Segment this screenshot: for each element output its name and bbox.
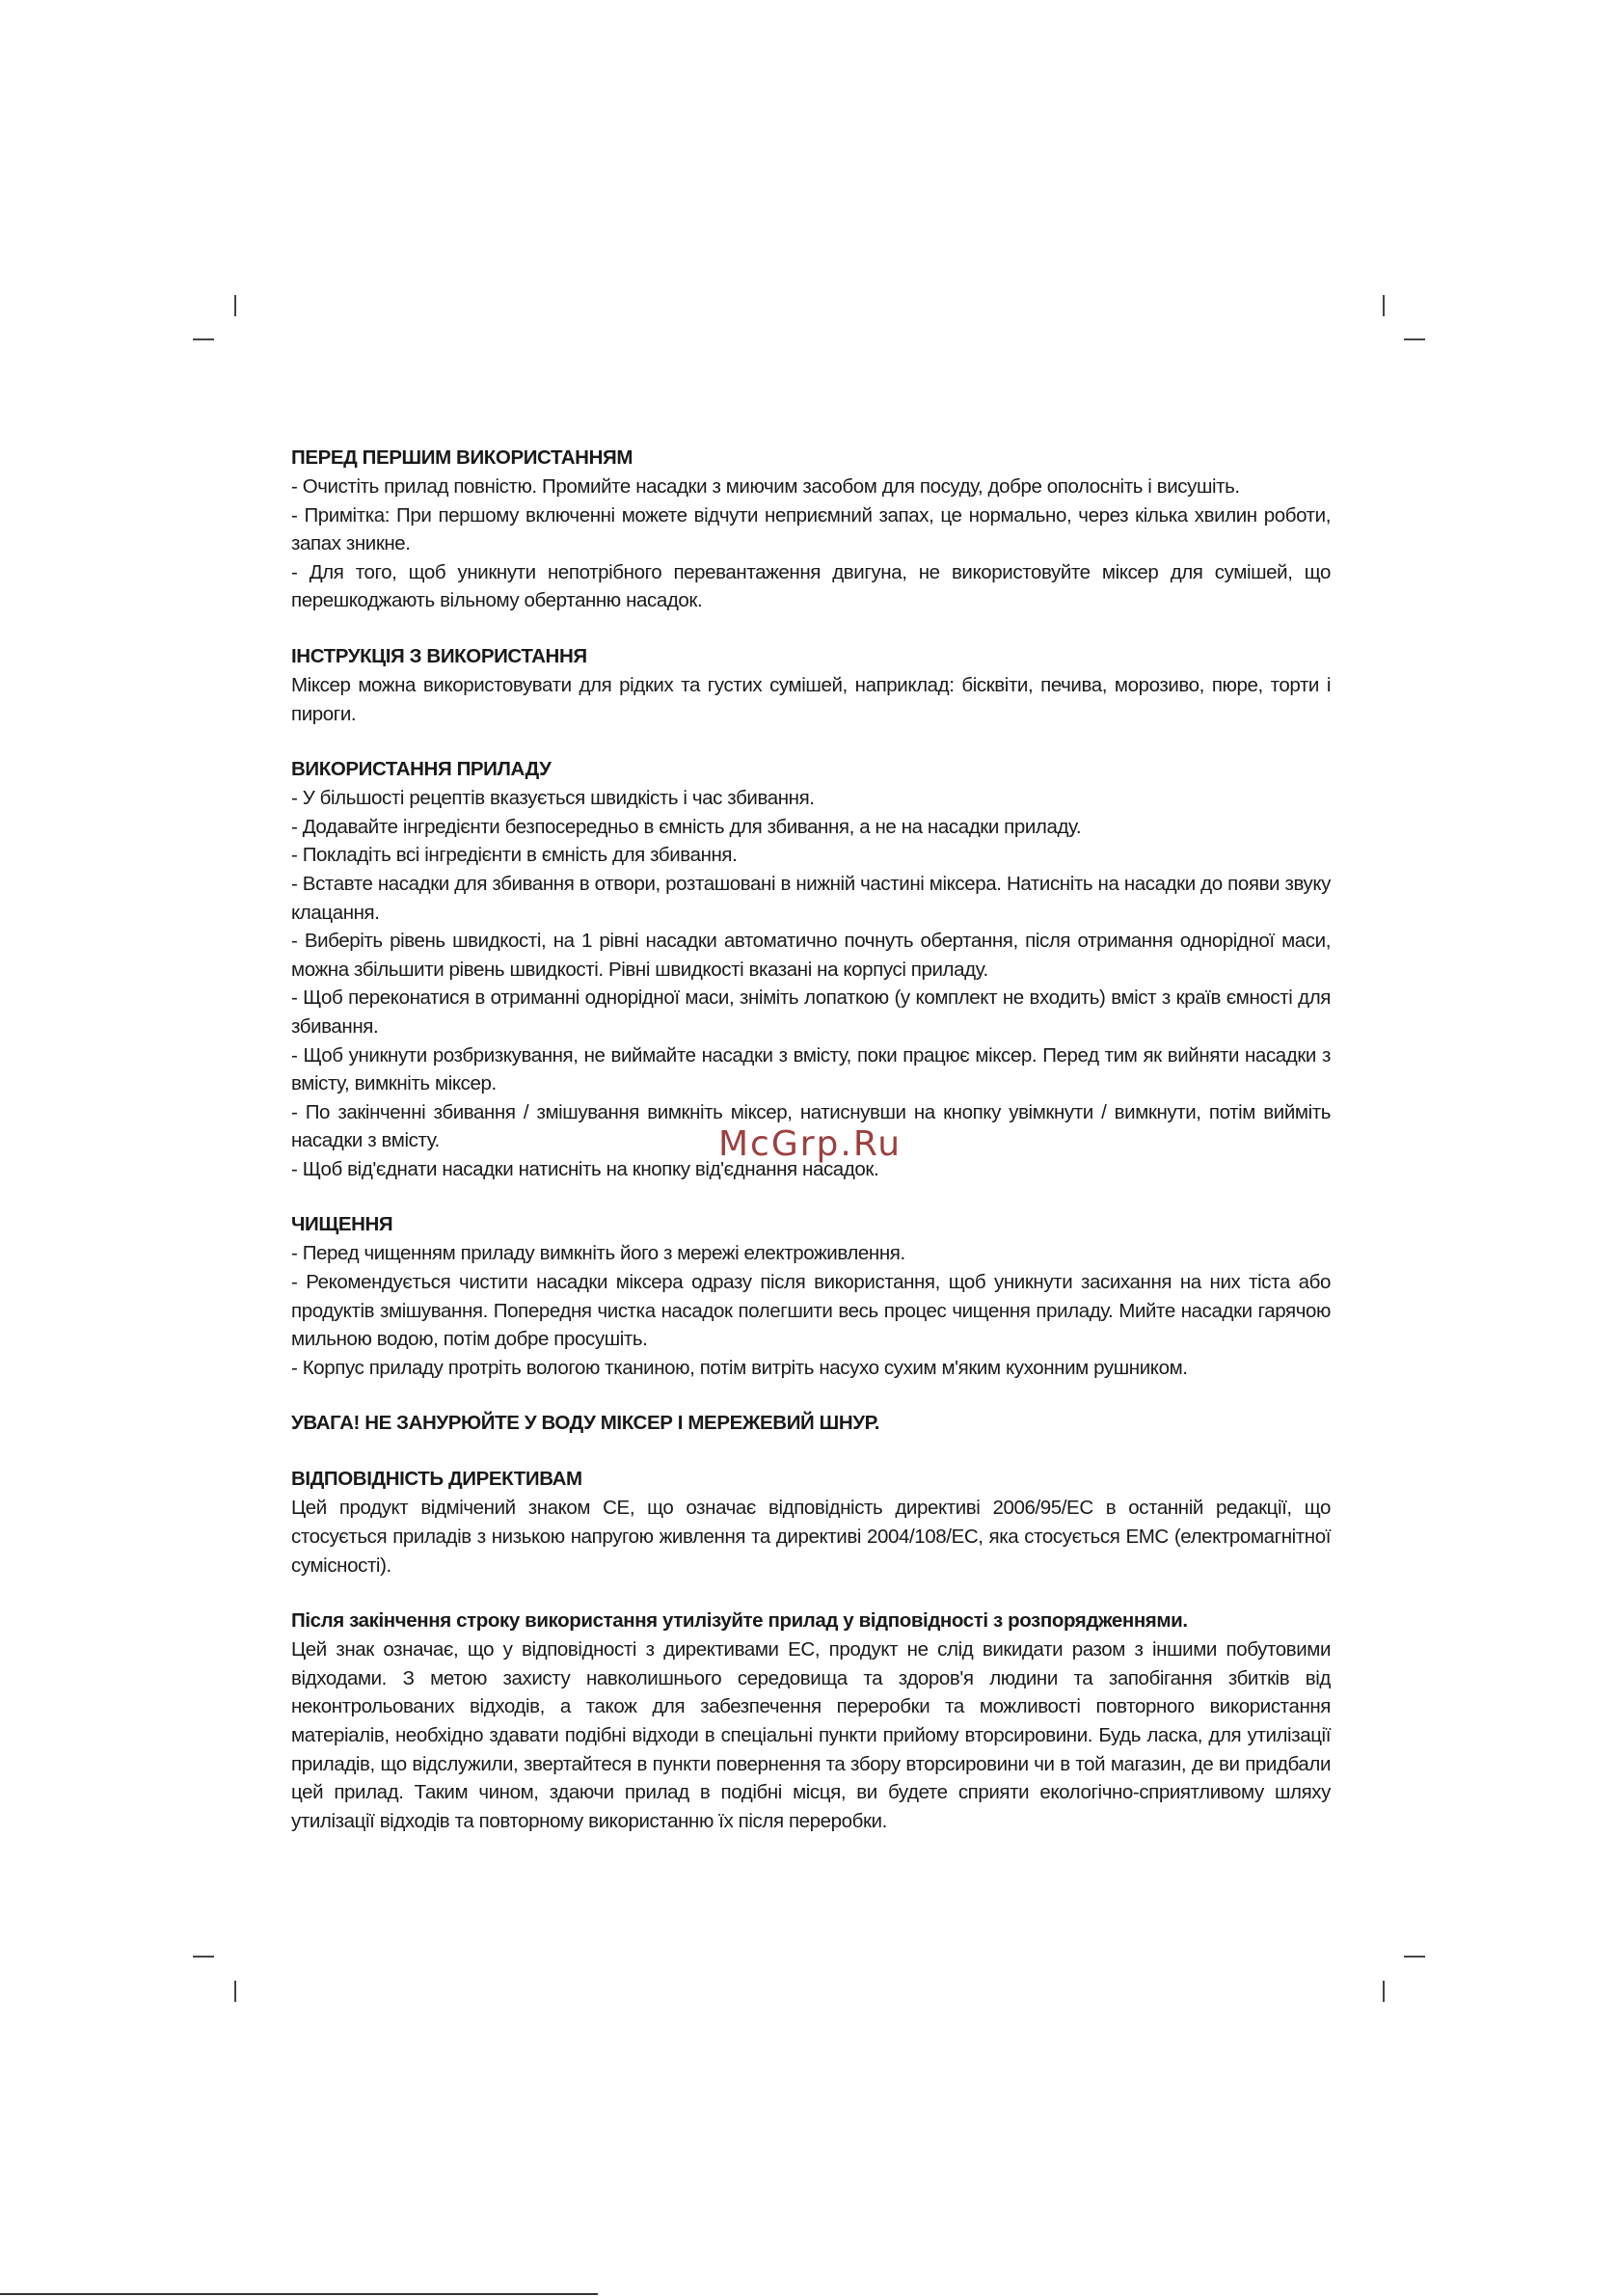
crop-mark-bottom-left-horizontal [193, 1956, 214, 1958]
paragraph: - Перед чищенням приладу вимкніть його з мережі електроживлення. [291, 1242, 905, 1265]
paragraph: Міксер можна використовувати для рідких та густих сумішей, наприклад: бісквіти, печива, морозиво, пюре, торти і пироги. [291, 673, 1331, 725]
paragraph: - Для того, щоб уникнути непотрібного перевантаження двигуна, не використовуйте міксер для сумішей, що перешкоджають вільному обертанню насадок. [291, 560, 1331, 612]
crop-mark-top-right-horizontal [1404, 338, 1425, 340]
section-heading: ВИКОРИСТАННЯ ПРИЛАДУ [291, 758, 552, 781]
paragraph: - У більшості рецептів вказується швидкість і час збивання. [291, 787, 815, 810]
section-disposal [291, 1607, 1331, 1835]
paragraph: - Покладіть всі інгредієнти в ємність для збивання. [291, 844, 738, 867]
crop-mark-bottom-right-vertical [1383, 1981, 1385, 2002]
paragraph: - Щоб від'єднати насадки натисніть на кнопку від'єднання насадок. [291, 1157, 879, 1180]
paragraph: - Щоб переконатися в отриманні однорідної маси, зніміть лопаткою (у комплект не входить) вміст з країв ємності для збивання. [291, 986, 1331, 1038]
watermark: McGrp.Ru [718, 1124, 903, 1164]
paragraph: - По закінченні збивання / змішування вимкніть міксер, натиснувши на кнопку увімкнути / вимкнути, потім вийміть насадки з вмісту. [291, 1100, 1331, 1152]
paragraph: - Виберіть рівень швидкості, на 1 рівні насадки автоматично почнуть обертання, після отримання однорідної маси, можна збільшити рівень швидкості. Рівні швидкості вказані на корпусі приладу. [291, 930, 1331, 981]
crop-mark-top-left-vertical [234, 295, 236, 316]
paragraph: - Примітка: При першому включенні можете відчути неприємний запах, це нормально, через кілька хвилин роботи, запах зникне. [291, 503, 1331, 555]
paragraph: Цей продукт відмічений знаком СЕ, що означає відповідність директиві 2006/95/ЕС в останній редакції, що стосується приладів з низькою напругою живлення та директиві 2004/108/ЕС, яка стосується ЕМС (електромагнітної сумісності). [291, 1497, 1331, 1577]
section-compliance [291, 1465, 1331, 1580]
section-heading: ПЕРЕД ПЕРШИМ ВИКОРИСТАННЯМ [291, 446, 633, 469]
paragraph: - Рекомендується чистити насадки міксера одразу після використання, щоб уникнути засихання на них тіста або продуктів змішування. Попередня чистка насадок полегшити весь процес чищення приладу. Мийте насадки гарячою мильною водою, потім добре просушіть. [291, 1271, 1331, 1351]
section-heading: ЧИЩЕННЯ [291, 1213, 393, 1236]
paragraph: - Додавайте інгредієнти безпосередньо в ємність для збивання, а не на насадки приладу. [291, 815, 1082, 838]
crop-mark-top-right-vertical [1383, 295, 1385, 316]
paragraph: - Вставте насадки для збивання в отвори, розташовані в нижній частині міксера. Натисніть на насадки до появи звуку клацання. [291, 872, 1331, 924]
section-heading: ВІДПОВІДНІСТЬ ДИРЕКТИВАМ [291, 1468, 582, 1491]
crop-mark-top-left-horizontal [193, 338, 214, 340]
paragraph: - Очистіть прилад повністю. Промийте насадки з миючим засобом для посуду, добре ополосніть і висушіть. [291, 475, 1240, 498]
paragraph: Цей знак означає, що у відповідності з директивами ЕС, продукт не слід викидати разом з іншими побутовими відходами. З метою захисту навколишнього середовища та здоров'я людини та запобігання збитків від неконтрольованих відходів, а також для забезпечення переробки та можливості повторного використання матеріалів, необхідно здавати подібні відходи в спеціальні пункти прийому вторсировини. Будь ласка, для утилізації приладів, що відслужили, звертайтеся в пункти повернення та збору вторсировини чи в той магазин, де ви придбали цей прилад. Таким чином, здаючи прилад в подібні місця, ви будете сприяти екологічно-сприятливому шляху утилізації відходів та повторному використанню їх після переробки. [291, 1638, 1331, 1832]
section-cleaning [291, 1210, 1331, 1382]
section-heading: Після закінчення строку використання утилізуйте прилад у відповідності з розпорядженнями. [291, 1609, 1188, 1633]
section-before-first-use [291, 444, 1331, 615]
crop-mark-bottom-right-horizontal [1404, 1956, 1425, 1958]
paragraph: - Корпус приладу протріть вологою тканиною, потім витріть насухо сухим м'яким кухонним рушником. [291, 1356, 1188, 1379]
crop-mark-bottom-left-vertical [234, 1981, 236, 2002]
section-device-usage [291, 755, 1331, 1183]
bottom-rule [0, 2293, 598, 2295]
section-usage-instructions [291, 642, 1331, 728]
paragraph: - Щоб уникнути розбризкування, не виймайте насадки з вмісту, поки працює міксер. Перед тим як вийняти насадки з вмісту, вимкніть міксер. [291, 1043, 1331, 1095]
section-heading: ІНСТРУКЦІЯ З ВИКОРИСТАННЯ [291, 644, 587, 667]
warning-notice: УВАГА! НЕ ЗАНУРЮЙТЕ У ВОДУ МІКСЕР І МЕРЕЖЕВИЙ ШНУР. [291, 1412, 880, 1435]
